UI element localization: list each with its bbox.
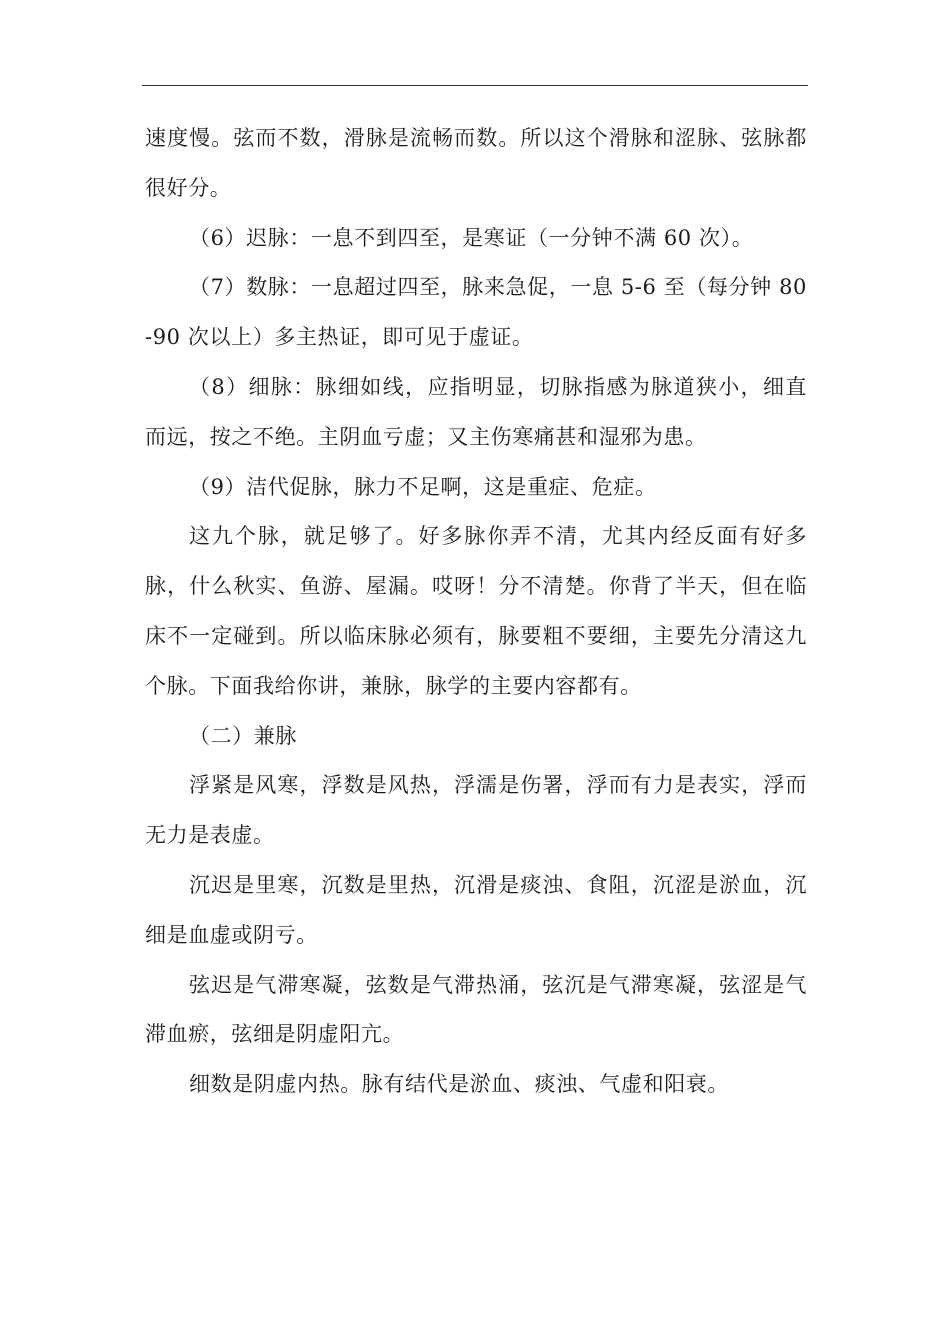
paragraph-3: （7）数脉：一息超过四至，脉来急促，一息 5-6 至（每分钟 80-90 次以上）多主热证，即可见于虚证。 xyxy=(145,275,807,350)
paragraph-1: 速度慢。弦而不数，滑脉是流畅而数。所以这个滑脉和涩脉、弦脉都很好分。 xyxy=(145,126,807,200)
section-heading: （二）兼脉 xyxy=(189,723,297,748)
paragraph-10: 弦迟是气滞寒凝，弦数是气滞热涌，弦沉是气滞寒凝，弦涩是气滞血瘀，弦细是阴虚阳亢。 xyxy=(145,972,807,1047)
paragraph-9: 沉迟是里寒，沉数是里热，沉滑是痰浊、食阻，沉涩是淤血，沉细是血虚或阴亏。 xyxy=(145,872,807,947)
paragraph-2: （6）迟脉：一息不到四至，是寒证（一分钟不满 60 次）。 xyxy=(189,225,754,250)
paragraph-4: （8）细脉：脉细如线，应指明显，切脉指感为脉道狭小，细直而远，按之不绝。主阴血亏虚；又主伤寒痛甚和湿邪为患。 xyxy=(145,374,807,449)
header-rule xyxy=(142,85,808,86)
document-body xyxy=(145,114,807,1110)
paragraph-11: 细数是阴虚内热。脉有结代是淤血、痰浊、气虚和阳衰。 xyxy=(189,1072,729,1097)
paragraph-6: 这九个脉，就足够了。好多脉你弄不清，尤其内经反面有好多脉，什么秋实、鱼游、屋漏。哎呀！分不清楚。你背了半天，但在临床不一定碰到。所以临床脉必须有，脉要粗不要细，主要先分清这九个脉。下面我给你讲，兼脉，脉学的主要内容都有。 xyxy=(145,524,807,698)
paragraph-5: （9）洁代促脉，脉力不足啊，这是重症、危症。 xyxy=(189,474,657,499)
paragraph-8: 浮紧是风寒，浮数是风热，浮濡是伤署，浮而有力是表实，浮而无力是表虚。 xyxy=(145,773,807,848)
